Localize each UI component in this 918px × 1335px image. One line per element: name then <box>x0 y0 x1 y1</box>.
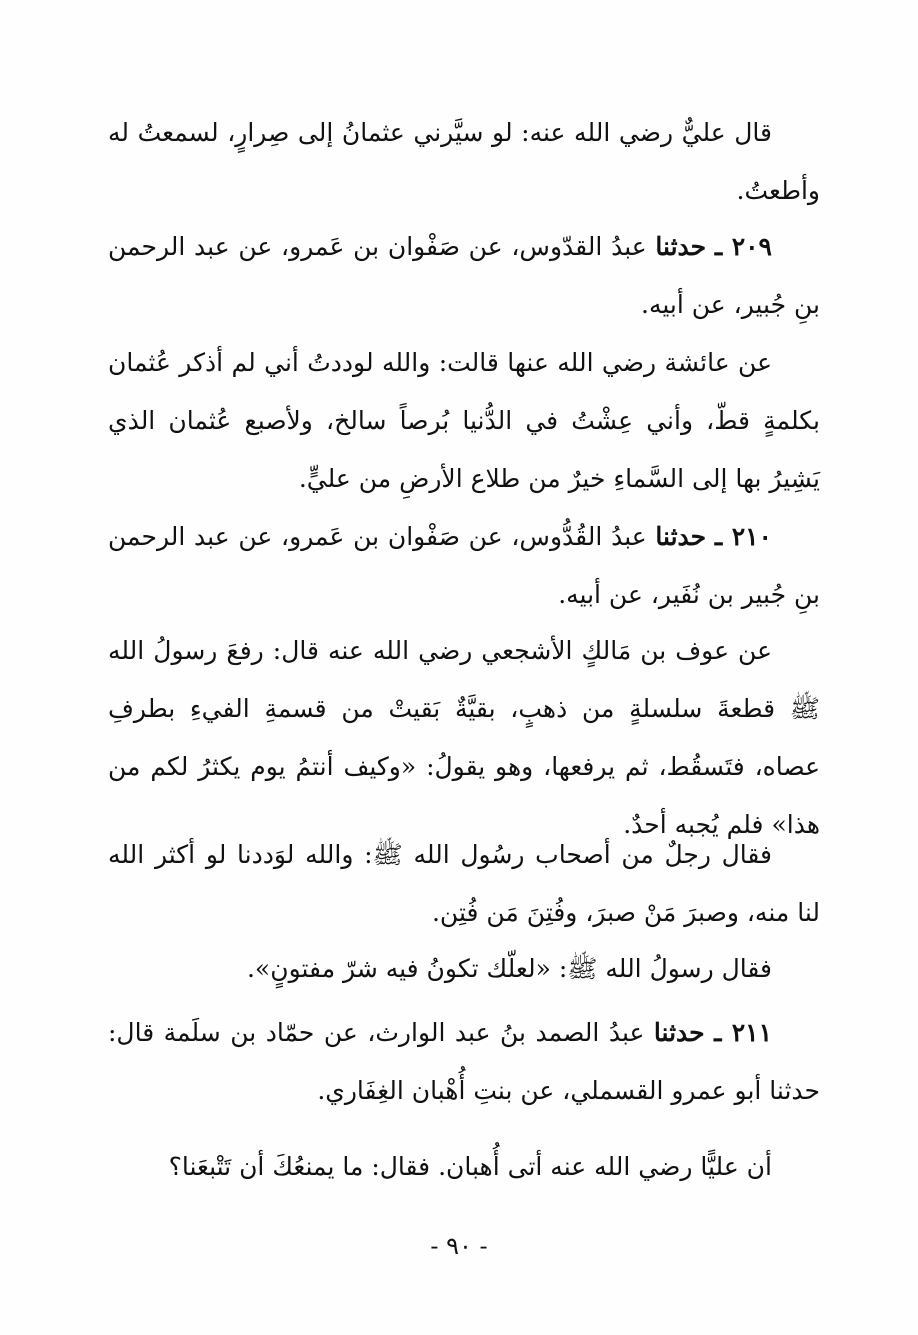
hadith-number: ٢١٠ ـ <box>714 522 772 551</box>
paragraph-text: عن عوف بن مَالكٍ الأشجعي رضي الله عنه قال: رفعَ رسولُ الله ﷺ قطعةَ سلسلةٍ من ذهبٍ، بقيَّةٌ بَقيتْ من قسمةِ الفيءِ بطرفِ عصاه، فتَسقُط، ثم يرفعها، وهو يقولُ: «وكيف أنتمُ يوم يكثرُ لكم من هذا» فلم يُجبه أحدٌ. <box>108 636 820 839</box>
paragraph-text: أن عليًّا رضي الله عنه أتى أُهبان. فقال: ما يمنعُكَ أن تَتْبعَنا؟ <box>168 1152 772 1181</box>
paragraph-text: قال عليٌّ رضي الله عنه: لو سيَّرني عثمانُ إلى صِرارٍ، لسمعتُ له وأطعتُ. <box>108 118 820 205</box>
paragraph-prophet-reply <box>108 940 820 998</box>
paragraph-ali-ahban <box>108 1138 820 1196</box>
hadith-number: ٢١١ ـ <box>714 1018 773 1047</box>
hadith-chain: عبدُ الصمد بنُ عبد الوارث، عن حمّاد بن سلَمة قال: حدثنا أبو عمرو القسملي، عن بنتِ أُهْبان الغِفَاري. <box>108 1018 820 1105</box>
paragraph-ali-saying <box>108 104 820 220</box>
paragraph-text: عن عائشة رضي الله عنها قالت: والله لوددتُ أني لم أذكر عُثمان بكلمةٍ قطّ، وأني عِشْتُ في الدُّنيا بُرصاً سالخ، ولأصبع عُثمان الذي يَشِيرُ بها إلى السَّماءِ خيرٌ من طلاع الأرضِ من عليٍّ. <box>108 348 820 493</box>
hadith-keyword: حدثنا <box>655 232 707 261</box>
paragraph-man-reply <box>108 826 820 942</box>
hadith-211 <box>108 1004 820 1120</box>
hadith-209 <box>108 218 820 334</box>
hadith-keyword: حدثنا <box>653 1018 705 1047</box>
paragraph-awf <box>108 622 820 854</box>
paragraph-aisha <box>108 334 820 508</box>
hadith-chain: عبدُ القدّوس، عن صَفْوان بن عَمرو، عن عبد الرحمن بنِ جُبير، عن أبيه. <box>108 232 820 319</box>
paragraph-text: فقال رسولُ الله ﷺ: «لعلّك تكونُ فيه شرّ مفتونٍ». <box>246 954 772 983</box>
page-number: - ٩٠ - <box>430 1232 488 1260</box>
hadith-210 <box>108 508 820 624</box>
paragraph-text: فقال رجلٌ من أصحاب رسُول الله ﷺ: والله لوَددنا لو أكثر الله لنا منه، وصبرَ مَنْ صبرَ، وفُتِنَ مَن فُتِن. <box>108 840 820 927</box>
hadith-number: ٢٠٩ ـ <box>714 232 772 261</box>
hadith-chain: عبدُ القُدُّوس، عن صَفْوان بن عَمرو، عن عبد الرحمن بنِ جُبير بن نُفَير، عن أبيه. <box>108 522 820 609</box>
hadith-keyword: حدثنا <box>655 522 707 551</box>
